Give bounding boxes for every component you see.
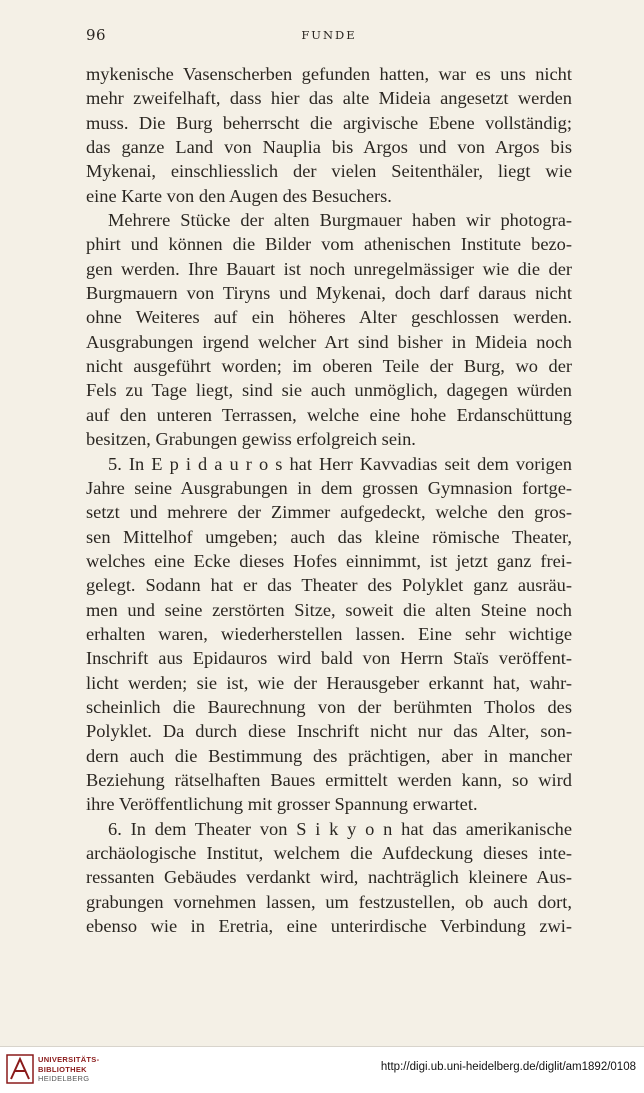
text-line: phirt und können die Bilder vom athenischen Institute bezo-	[86, 234, 572, 255]
library-logo-text	[38, 1055, 99, 1084]
text-line: archäologische Institut, welchem die Aufdeckung dieses inte-	[86, 843, 572, 863]
running-title: FUNDE	[301, 28, 357, 42]
text-line: sen Mittelhof umgeben; auch das kleine römische Theater,	[86, 526, 572, 547]
text-line: besitzen, Grabungen gewiss erfolgreich sein.	[86, 429, 416, 450]
text-line: gen werden. Ihre Bauart ist noch unregelmässiger wie die der	[86, 258, 572, 279]
text-line: nicht ausgeführt worden; im oberen Teile der Burg, wo der	[86, 356, 572, 377]
text-line: Mykenai, einschliesslich der vielen Seitenthäler, liegt wie	[86, 161, 572, 182]
text-line: mykenische Vasenscherben gefunden hatten, war es uns nicht	[86, 64, 572, 84]
paragraph-start-line: 6. In dem Theater von S i k y o n hat das amerikanische	[108, 818, 572, 839]
text-line: ressanten Gebäudes verdankt wird, nachträglich kleinere Aus-	[86, 867, 572, 888]
logo-line-2: BIBLIOTHEK	[38, 1064, 87, 1074]
text-line: Inschrift aus Epidauros wird bald von Herrn Staïs veröffent-	[86, 648, 572, 669]
text-line: muss. Die Burg beherrscht die argivische Ebene vollständig;	[86, 112, 572, 133]
text-line: licht werden; sie ist, wie der Herausgeber erkannt hat, wahr-	[86, 672, 572, 693]
text-line: scheinlich die Baurechnung von der berühmten Tholos des	[86, 696, 572, 717]
source-url-link[interactable]: http://digi.ub.uni-heidelberg.de/diglit/am1892/0108	[380, 1061, 636, 1073]
page-header	[86, 26, 572, 48]
text-line: Beziehung rätselhaften Baues ermittelt werden kann, so wird	[86, 769, 572, 790]
text-line: dern auch die Bestimmung des prächtigen, aber in mancher	[86, 745, 572, 766]
text-line: ebenso wie in Eretria, eine unterirdische Verbindung zwi-	[86, 916, 572, 937]
body-text	[86, 62, 572, 938]
text-line: erhalten waren, wiederherstellen lassen. Eine sehr wichtige	[86, 623, 572, 644]
text-line: auf den unteren Terrassen, welche eine hohe Erdanschüttung	[86, 404, 572, 425]
paragraph-start-line: Mehrere Stücke der alten Burgmauer haben wir photogra-	[108, 210, 572, 231]
page-number: 96	[86, 26, 107, 44]
text-line: welches eine Ecke dieses Hofes einnimmt, ist jetzt ganz frei-	[86, 550, 572, 571]
viewer-footer	[0, 1046, 644, 1093]
text-line: setzt und mehrere der Zimmer aufgedeckt, welche den gros-	[86, 502, 572, 523]
text-line: ihre Veröffentlichung mit grosser Spannung erwartet.	[86, 794, 478, 815]
text-line: das ganze Land von Nauplia bis Argos und von Argos bis	[86, 137, 572, 158]
university-library-logo-icon	[6, 1054, 34, 1084]
text-line: Ausgrabungen irgend welcher Art sind bisher in Mideia noch	[86, 331, 572, 352]
logo-line-3: HEIDELBERG	[38, 1074, 90, 1083]
text-line: Jahre seine Ausgrabungen in dem grossen Gymnasion fortge-	[86, 477, 572, 498]
logo-line-1: UNIVERSITÄTS-	[38, 1055, 100, 1064]
text-line: Polyklet. Da durch diese Inschrift nicht nur das Alter, son-	[86, 721, 572, 742]
text-line: mehr zweifelhaft, dass hier das alte Mideia angesetzt werden	[86, 88, 572, 109]
text-line: gelegt. Sodann hat er das Theater des Polyklet ganz ausräu-	[86, 575, 572, 596]
text-line: Burgmauern von Tiryns und Mykenai, doch darf daraus nicht	[86, 283, 572, 304]
paragraph-start-line: 5. In E p i d a u r o s hat Herr Kavvadias seit dem vorigen	[108, 453, 572, 474]
text-line: Fels zu Tage liegt, sind sie auch unmöglich, dagegen würden	[86, 380, 572, 401]
text-line: eine Karte von den Augen des Besuchers.	[86, 185, 392, 206]
text-line: grabungen vornehmen lassen, um festzustellen, ob auch dort,	[86, 891, 572, 912]
text-line: ohne Weiteres auf ein höheres Alter geschlossen werden.	[86, 307, 572, 328]
text-line: men und seine zerstörten Sitze, soweit die alten Steine noch	[86, 599, 572, 620]
